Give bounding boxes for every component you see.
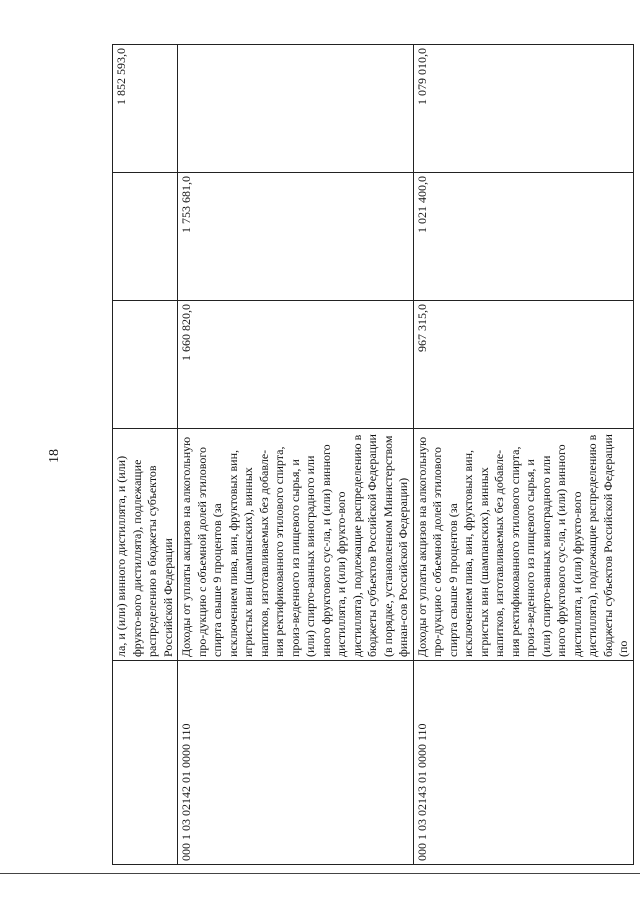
value-cell-year-1: 1 660 820,0	[178, 301, 414, 429]
value-cell-year-2: 1 021 400,0	[413, 173, 633, 301]
value-cell-year-3: 1 852 593,0	[113, 45, 178, 173]
value-cell-year-2: 1 753 681,0	[178, 173, 414, 301]
description-cell: Доходы от уплаты акцизов на алкогольную про-дукцию с объемной долей этилового спирта свыше 9 процентов (за исключением пива, вин, фруктовых вин, игристых вин (шампанских), винных напитков, изготавливаемых без добавле-ния ректификованного этилового спирта, произ-веденного из пищевого сырья, и (или) спирто-ванных виноградного или иного фруктового сус-ла, и (или) винного дистиллята, и (или) фрукто-вого дистиллята), подлежащие распределению в бюджеты субъектов Российской Федерации (по	[413, 429, 633, 661]
description-cell: Доходы от уплаты акцизов на алкогольную про-дукцию с объемной долей этилового спирта свыше 9 процентов (за исключением пива, вин, фруктовых вин, игристых вин (шампанских), винных напитков, изготавливаемых без добавле-ния ректификованного этилового спирта, произ-веденного из пищевого сырья, и (или) спирто-ванных виноградного или иного фруктового сус-ла, и (или) винного дистиллята, и (или) фрукто-вого дистиллята), подлежащие распределению в бюджеты субъектов Российской Федерации (в порядке, установленном Министерством финан-сов Российской Федерации)	[178, 429, 414, 661]
table-row	[413, 45, 633, 865]
table-row	[113, 45, 178, 865]
value-cell-year-2	[113, 173, 178, 301]
budget-code-cell: 000 1 03 02143 01 0000 110	[413, 661, 633, 865]
page-number: 18	[47, 449, 62, 463]
budget-table	[112, 44, 634, 865]
value-cell-year-3: 1 079 010,0	[413, 45, 633, 173]
value-cell-year-1: 967 315,0	[413, 301, 633, 429]
description-cell: ла, и (или) винного дистиллята, и (или) фрукто-вого дистиллята), подлежащие распределению в бюджеты субъектов Российской Федерации	[113, 429, 178, 661]
budget-code-cell	[113, 661, 178, 865]
table-row	[178, 45, 414, 865]
value-cell-year-1	[113, 301, 178, 429]
value-cell-year-3	[178, 45, 414, 173]
page-bottom-rule	[0, 873, 640, 874]
budget-code-cell: 000 1 03 02142 01 0000 110	[178, 661, 414, 865]
